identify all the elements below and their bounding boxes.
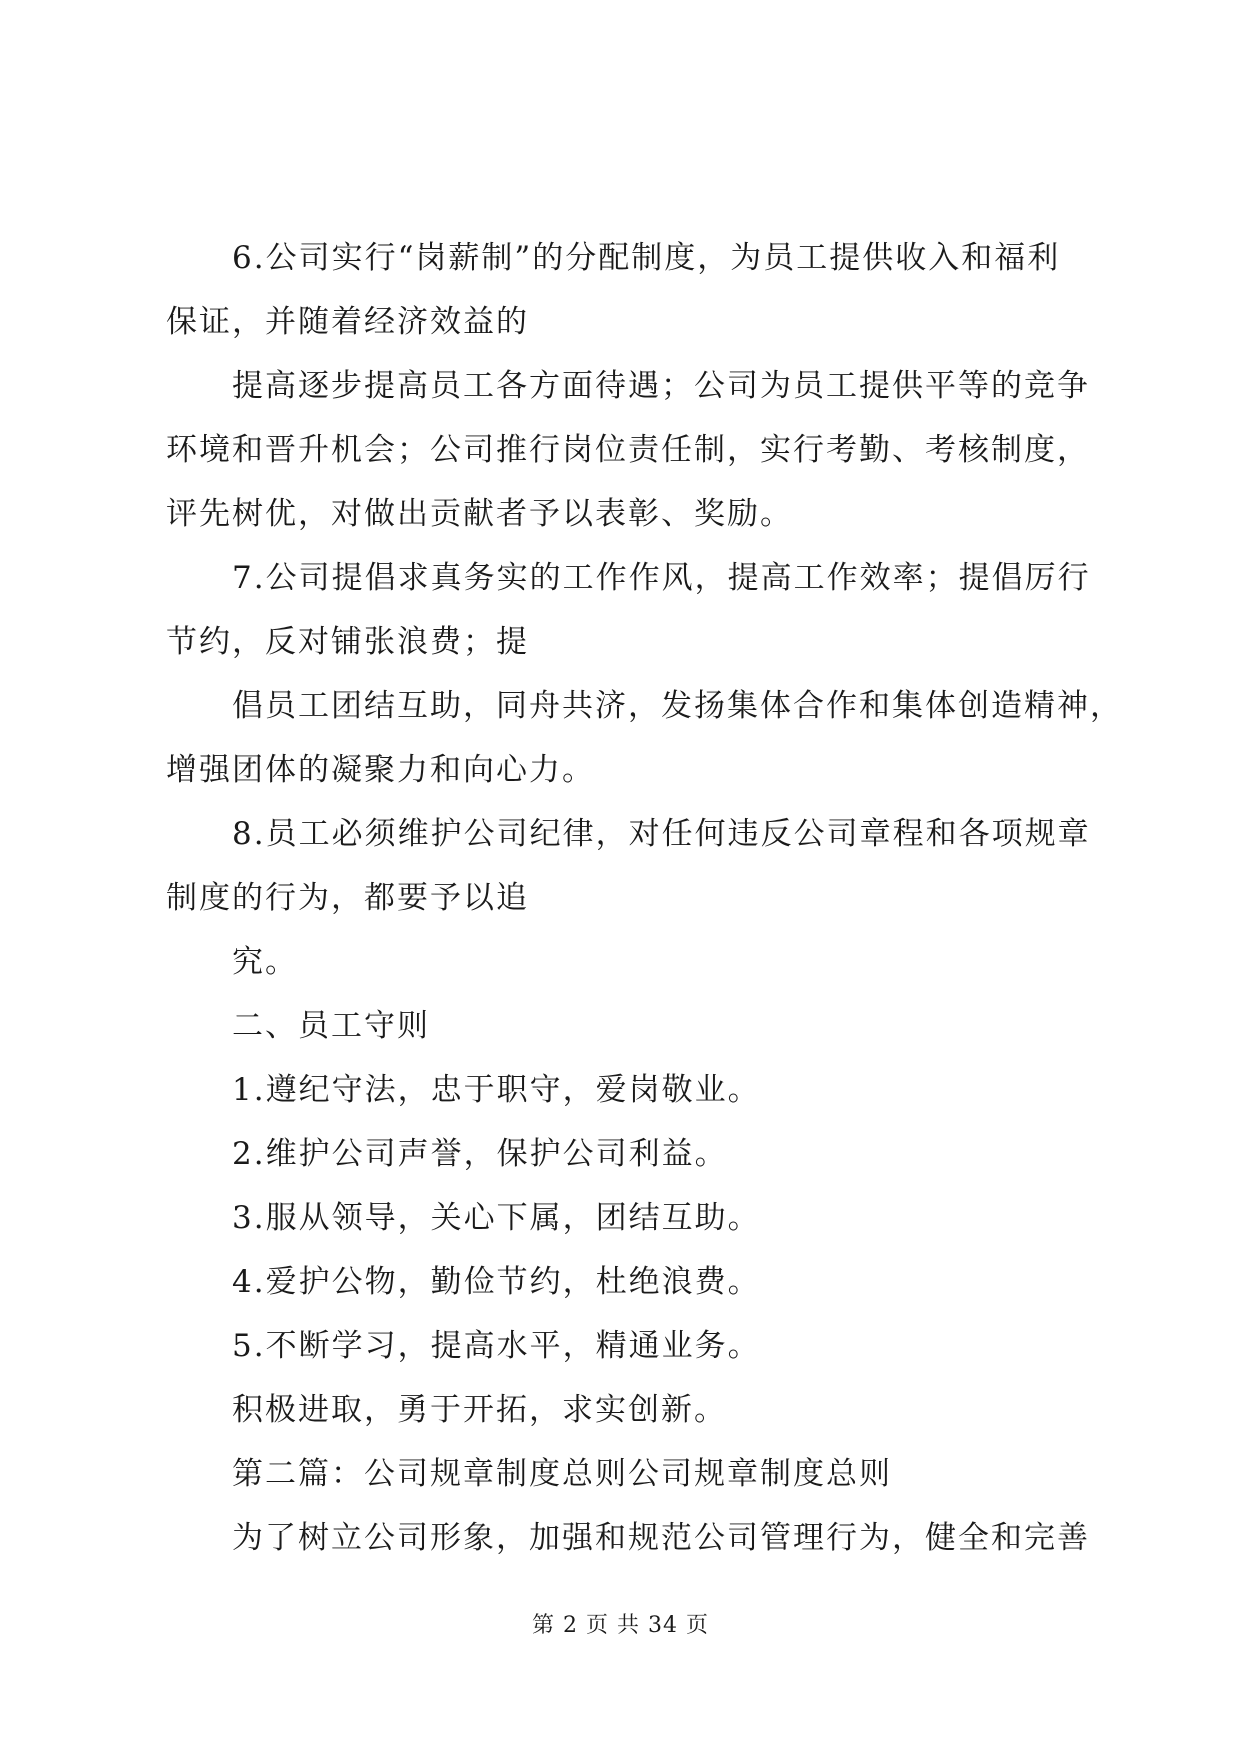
text-line: 8.员工必须维护公司纪律，对任何违反公司章程和各项规章 [232,816,1091,852]
text-line: 3.服从领导，关心下属，团结互助。 [232,1200,761,1236]
text-line: 倡员工团结互助，同舟共济，发扬集体合作和集体创造精神， [232,688,1123,724]
text-line: 环境和晋升机会；公司推行岗位责任制，实行考勤、考核制度， [166,432,1090,468]
document-body [166,226,1123,1570]
text-line: 第二篇：公司规章制度总则公司规章制度总则 [232,1456,892,1492]
text-line: 1.遵纪守法，忠于职守，爱岗敬业。 [232,1072,761,1108]
text-line: 评先树优，对做出贡献者予以表彰、奖励。 [166,496,793,532]
text-line: 究。 [232,944,298,980]
text-line: 6.公司实行“岗薪制”的分配制度，为员工提供收入和福利 [232,240,1061,276]
text-line: 节约，反对铺张浪费；提 [166,624,529,660]
text-line: 二、员工守则 [232,1008,430,1044]
text-line: 增强团体的凝聚力和向心力。 [166,752,595,788]
text-line: 7.公司提倡求真务实的工作作风，提高工作效率；提倡厉行 [232,560,1091,596]
text-line: 5.不断学习，提高水平，精通业务。 [232,1328,761,1364]
text-line: 4.爱护公物，勤俭节约，杜绝浪费。 [232,1264,761,1300]
text-line: 保证，并随着经济效益的 [166,304,529,340]
text-line: 制度的行为，都要予以追 [166,880,529,916]
text-line: 积极进取，勇于开拓，求实创新。 [232,1392,727,1428]
text-line: 为了树立公司形象，加强和规范公司管理行为，健全和完善 [232,1520,1090,1556]
page-footer: 第 2 页 共 34 页 [532,1613,709,1638]
text-line: 提高逐步提高员工各方面待遇；公司为员工提供平等的竞争 [232,368,1090,404]
text-line: 2.维护公司声誉，保护公司利益。 [232,1136,728,1172]
